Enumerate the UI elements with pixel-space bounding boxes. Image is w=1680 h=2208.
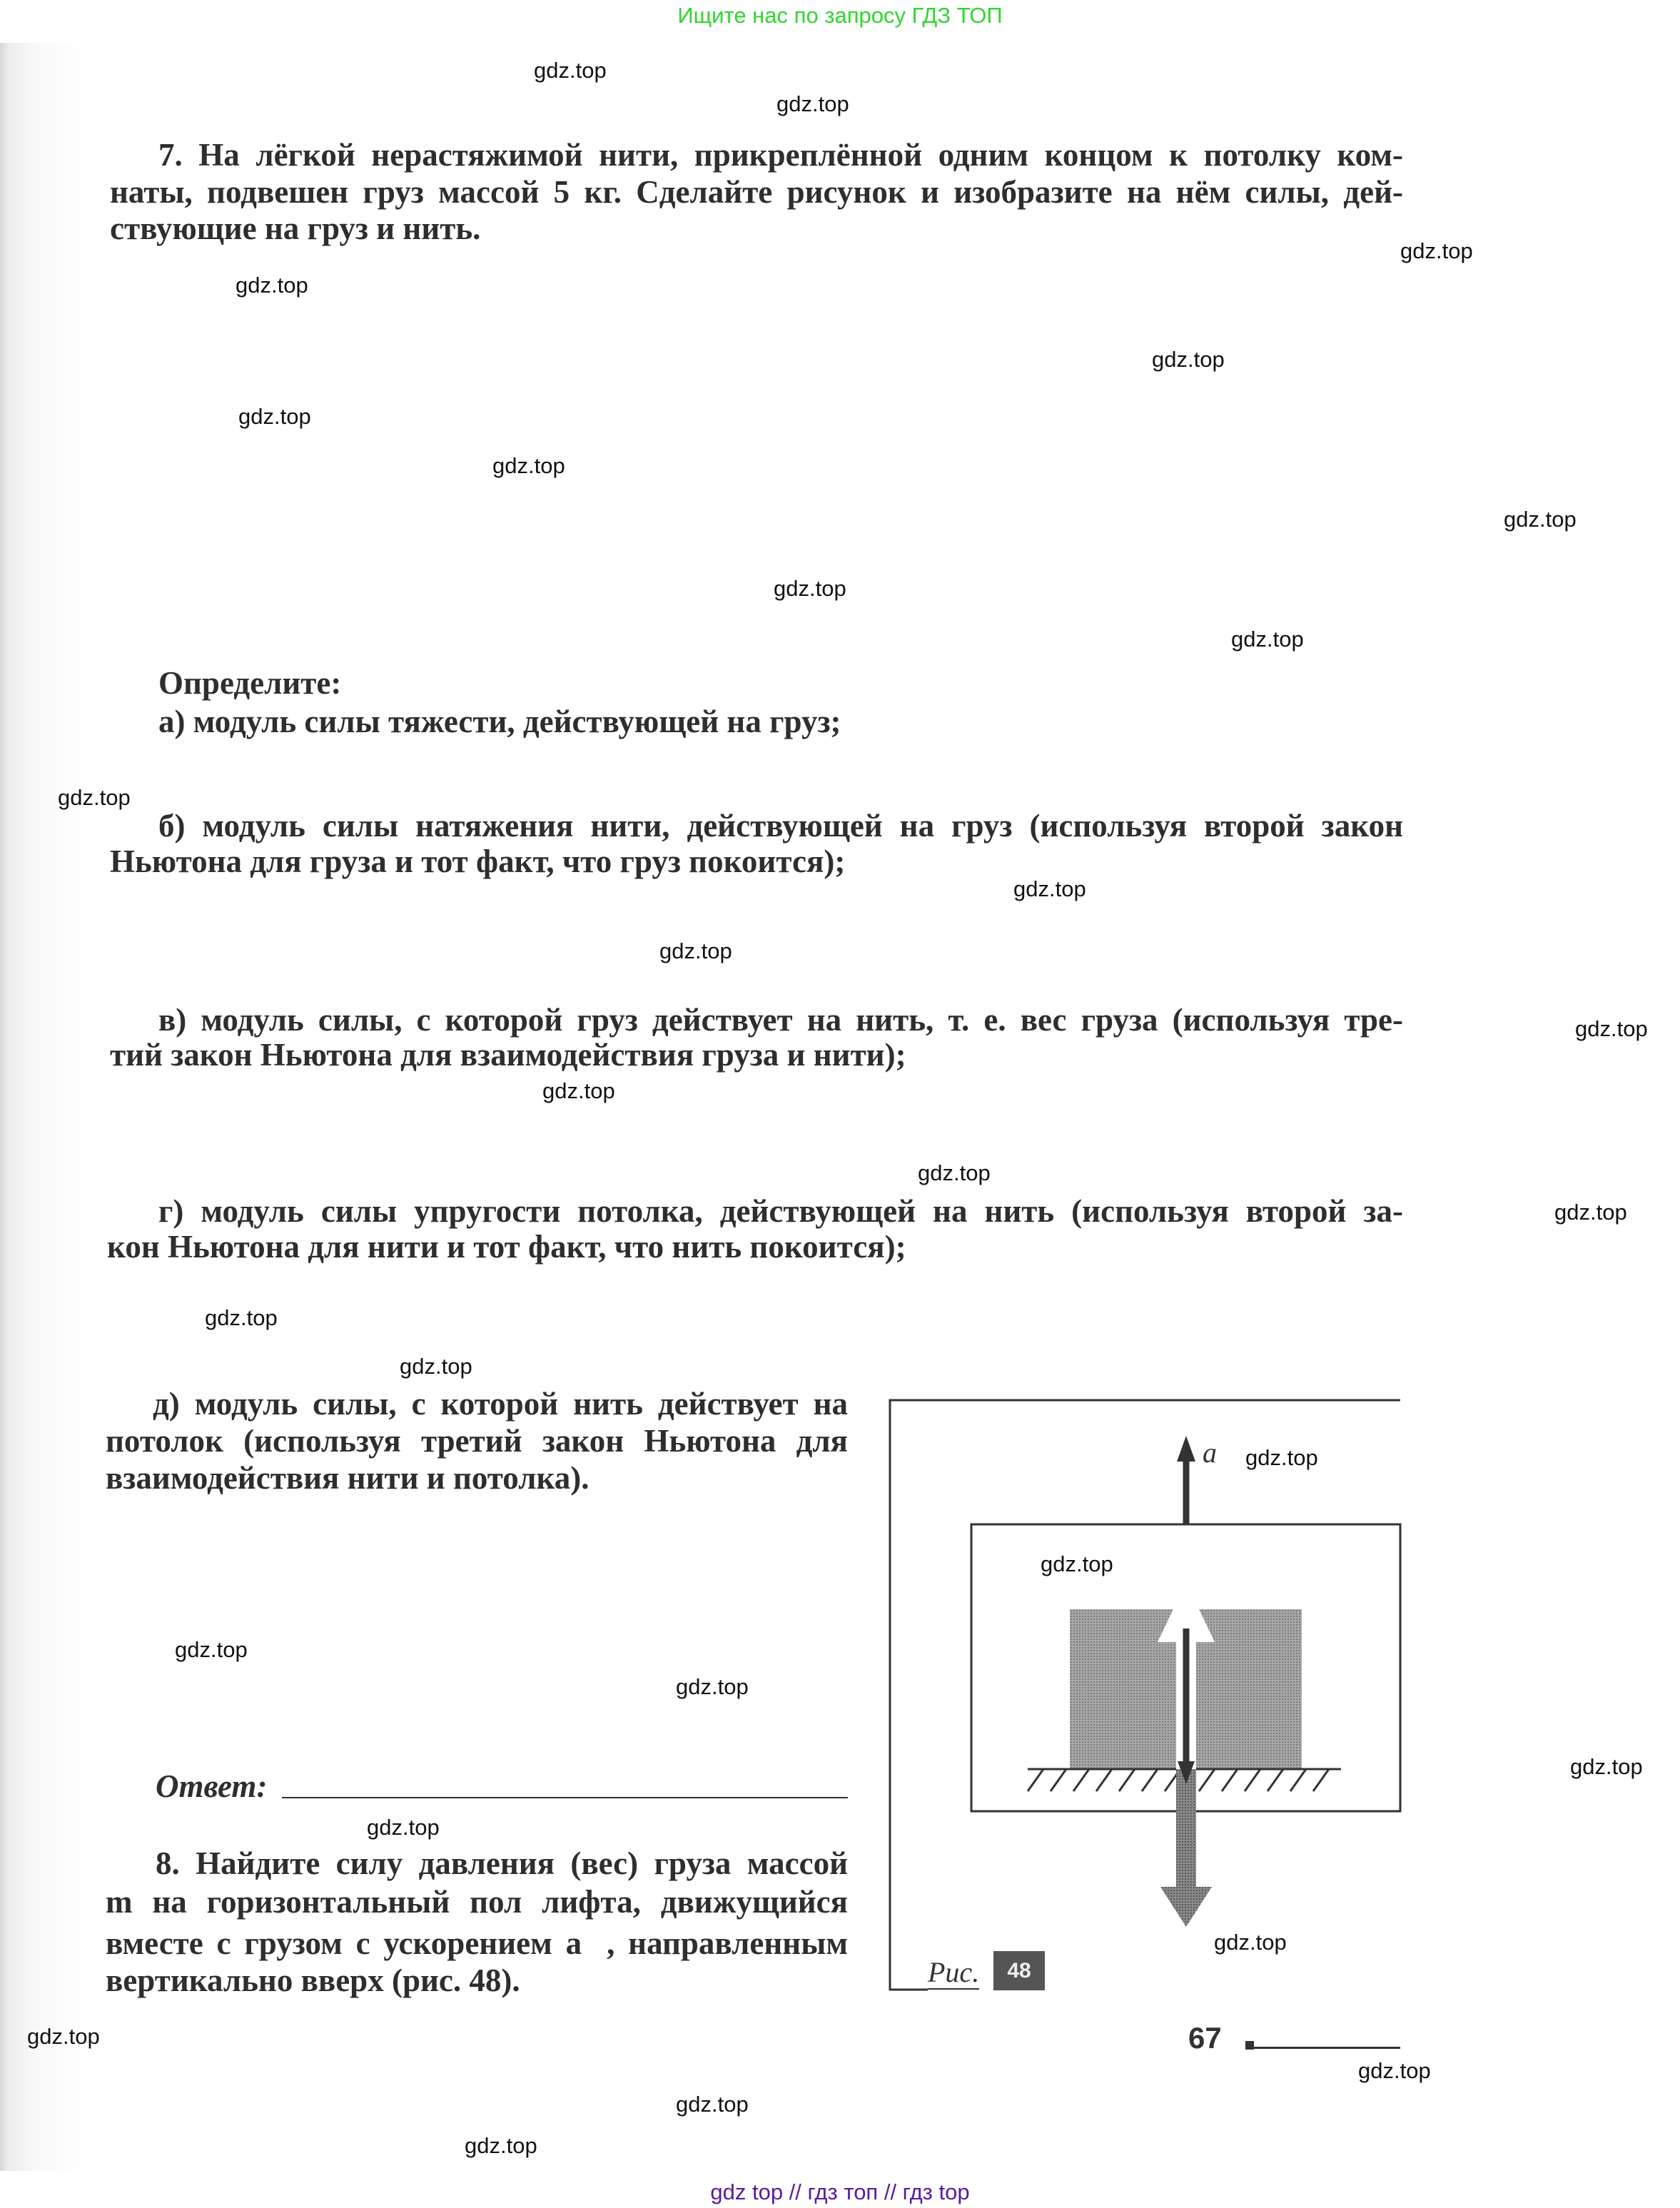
watermark[interactable]: gdz.top [400, 1354, 472, 1379]
task8-text: Найдите силу давления (вес) груза массой [196, 1845, 848, 1881]
watermark[interactable]: gdz.top [676, 2092, 749, 2117]
search-banner[interactable]: Ищите нас по запросу ГДЗ ТОП [677, 3, 1003, 28]
page-rule [1254, 2047, 1400, 2049]
task7-line-2: наты, подвешен груз массой 5 кг. Сделайте рисунок и изобразите на нём силы, дей- [110, 174, 1403, 210]
figure-number-badge: 48 [993, 1951, 1045, 1990]
watermark[interactable]: gdz.top [367, 1815, 440, 1840]
question-v-line-2: тий закон Ньютона для взаимодействия груза и нити); [110, 1037, 906, 1073]
question-b-line-1: б) модуль силы натяжения нити, действующей на груз (используя второй закон [158, 808, 1403, 844]
answer-label: Ответ: [156, 1768, 268, 1804]
watermark[interactable]: gdz.top [492, 453, 565, 478]
task8-line-2: m на горизонтальный пол лифта, движущийся [106, 1884, 848, 1920]
watermark[interactable]: gdz.top [659, 938, 732, 963]
watermark[interactable]: gdz.top [1013, 876, 1086, 901]
figure-caption: Рис. [928, 1956, 980, 1988]
question-g-line-1: г) модуль силы упругости потолка, действующей на нить (используя второй за- [158, 1193, 1403, 1229]
question-d-line-2: потолок (используя третий закон Ньютона для [106, 1423, 848, 1459]
watermark[interactable]: gdz.top [776, 91, 849, 116]
question-d-line-1: д) модуль силы, с которой нить действует на [153, 1386, 848, 1422]
watermark[interactable]: gdz.top [918, 1160, 991, 1185]
watermark[interactable]: gdz.top [1358, 2058, 1431, 2083]
question-a: а) модуль силы тяжести, действующей на груз; [158, 704, 841, 739]
watermark[interactable]: gdz.top [175, 1637, 248, 1662]
task7-text: На лёгкой нерастяжимой нити, прикреплённой одним концом к потолку ком- [198, 137, 1404, 173]
watermark[interactable]: gdz.top [676, 1674, 749, 1699]
weight-arrow [1160, 1769, 1212, 1927]
watermark[interactable]: gdz.top [1245, 1445, 1318, 1470]
watermark[interactable]: gdz.top [1152, 347, 1225, 372]
watermark[interactable]: gdz.top [27, 2024, 100, 2049]
watermark[interactable]: gdz.top [1231, 627, 1304, 652]
task8-line-3: вместе с грузом с ускорением a⃗, направленным [106, 1925, 848, 1961]
acceleration-arrow [1177, 1436, 1195, 1524]
task8-line-4: вертикально вверх (рис. 48). [106, 1963, 520, 1998]
watermark[interactable]: gdz.top [1554, 1200, 1627, 1225]
watermark[interactable]: gdz.top [1214, 1930, 1287, 1955]
footer-banner[interactable]: gdz top // гдз топ // гдз top [710, 2179, 970, 2204]
watermark[interactable]: gdz.top [1504, 507, 1577, 532]
watermark[interactable]: gdz.top [205, 1305, 278, 1330]
question-v-line-1: в) модуль силы, с которой груз действует на нить, т. е. вес груза (используя тре- [158, 1002, 1403, 1038]
page-marker [1245, 2041, 1254, 2050]
question-d-line-3: взаимодействия нити и потолка). [106, 1460, 589, 1496]
watermark[interactable]: gdz.top [534, 58, 607, 83]
question-g-line-2: кон Ньютона для нити и тот факт, что нить покоится); [107, 1229, 906, 1265]
acceleration-label: a⃗ [1203, 1437, 1240, 1469]
watermark[interactable]: gdz.top [236, 273, 308, 298]
task7-line-3: ствующие на груз и нить. [110, 211, 481, 246]
watermark[interactable]: gdz.top [58, 785, 131, 810]
watermark[interactable]: gdz.top [1400, 238, 1473, 263]
task7-number: 7. [158, 137, 183, 173]
watermark[interactable]: gdz.top [1041, 1551, 1113, 1576]
watermark[interactable]: gdz.top [1575, 1016, 1648, 1041]
task8-number: 8. [156, 1845, 180, 1881]
question-b-line-2: Ньютона для груза и тот факт, что груз покоится); [110, 844, 846, 879]
watermark[interactable]: gdz.top [774, 576, 846, 601]
watermark[interactable]: gdz.top [542, 1078, 615, 1103]
watermark[interactable]: gdz.top [1570, 1754, 1643, 1779]
page-number: 67 [1188, 2021, 1222, 2055]
watermark[interactable]: gdz.top [465, 2133, 537, 2158]
watermark[interactable]: gdz.top [238, 404, 311, 429]
determine-heading: Определите: [158, 665, 342, 701]
